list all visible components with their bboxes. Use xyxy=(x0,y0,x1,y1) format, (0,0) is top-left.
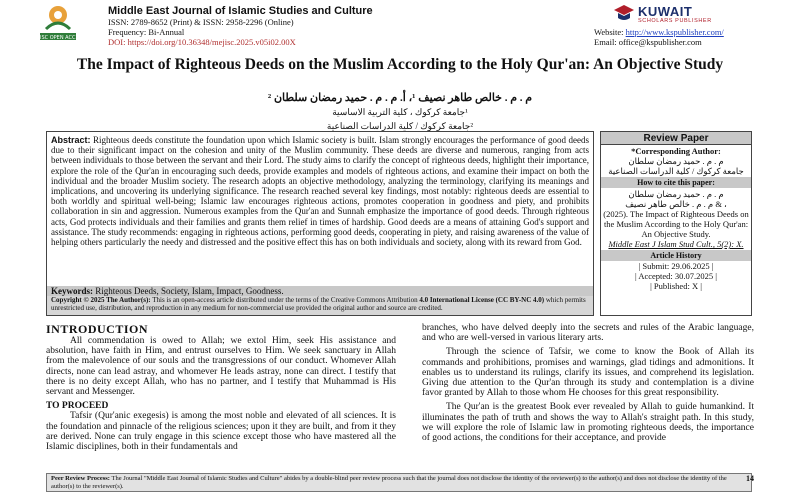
abstract-label: Abstract: xyxy=(51,135,91,145)
corresponding-author xyxy=(601,145,751,177)
journal-logo xyxy=(31,3,85,43)
cite-author-2: ، & م . م . خالص طاهر نصيف xyxy=(625,199,727,209)
copyright-label: Copyright © 2025 The Author(s): xyxy=(51,296,151,304)
email-link[interactable]: office@kspublisher.com xyxy=(618,37,702,47)
affiliation-2: ²جامعة كركوك / كلية الدراسات الصناعية xyxy=(326,121,474,131)
cite-heading: How to cite this paper: xyxy=(601,177,751,188)
publisher-logo-text: KUWAIT xyxy=(638,4,693,19)
copyright-bar xyxy=(46,296,594,316)
abstract-box xyxy=(46,131,594,287)
issn: ISSN: 2789-8652 (Print) & ISSN: 2958-2296 (Online) xyxy=(108,17,294,27)
paper-title: The Impact of Righteous Deeds on the Muslim According to the Holy Qur'an: An Objective Study xyxy=(76,56,724,73)
article-history-heading: Article History xyxy=(601,250,751,261)
peer-review-label: Peer Review Process: xyxy=(51,475,110,482)
keywords-label: Keywords: xyxy=(51,286,93,296)
to-proceed-heading: TO PROCEED xyxy=(46,401,109,412)
journal-logo-text: MEJISC OPEN ACCESS xyxy=(31,35,85,41)
journal-title: Middle East Journal of Islamic Studies and Culture xyxy=(108,5,373,17)
website-link[interactable]: http://www.kspublisher.com/ xyxy=(625,27,724,37)
intro-paragraph-2: Tafsir (Qur'anic exegesis) is among the most noble and elevated of all sciences. It is the foundation and pinnacle of the religious sciences; upon it they are built, and from it they are derived. None can truly engage in this science except those who have mastered all the Islamic disciplines, both in their fundamentals and xyxy=(46,411,396,453)
corresponding-name: م . م . حميد رمضان سلطان xyxy=(628,156,724,166)
published-date: | Published: X | xyxy=(650,281,702,291)
abstract-text: Righteous deeds constitute the foundation upon which Islamic society is built. Islam strongly encourages the performance of good deeds due to their significant impact on the cohesion and unity of the Muslim community. These deeds are diverse and numerous, ranging from acts between individuals to those between the servant and their Lord. The study aims to clarify the concept of righteous deeds, highlight their importance, explore the role of the Qur'an in encouraging such deeds, provide examples and models of righteous actions, and examine their impact on both the individual and the broader Muslim society. The research adopts an objective methodology, analyzing the terminology, clarifying its meanings and implications, and uncovering its underlying significance. The research reached several key findings, most notably: righteous deeds are essential to both worldly and spiritual well-being; Islamic law encourages righteous actions, promotes cooperation in goodness and piety, and prohibits collaboration in sin and aggression. Numerous examples from the Qur'an and Sunnah emphasize the importance of good deeds. Through righteous acts, God protects individuals and their families and grants them relief in times of hardship. Good deeds are a means of attaining God's support and assistance. The study recommends: engaging in righteous actions, performing good deeds, cooperating in piety, and raising awareness of the value of helping others particularly the needy and distressed and the positive effect this has on both individuals and society, along with its reward from God. xyxy=(51,135,590,248)
frequency: Frequency: Bi-Annual xyxy=(108,27,185,37)
peer-review-footer xyxy=(46,473,752,492)
citation xyxy=(601,188,751,250)
copyright-text: This is an open-access article distributed under the terms of the Creative Commons Attribution xyxy=(152,296,418,304)
doi-link[interactable]: DOI: https://doi.org/10.36348/mejisc.2025.v05i02.00X xyxy=(108,37,296,47)
accepted-date: | Accepted: 30.07.2025 | xyxy=(634,271,717,281)
website-label: Website: xyxy=(594,27,624,37)
journal-header xyxy=(0,0,800,50)
publisher-logo xyxy=(612,2,722,28)
corresponding-label: *Corresponding Author: xyxy=(631,146,721,156)
page-number: 14 xyxy=(746,474,754,483)
cite-author-1: م . م . حميد رمضان سلطان xyxy=(628,189,724,199)
introduction-heading: INTRODUCTION xyxy=(46,322,149,336)
right-column xyxy=(422,323,754,447)
publisher-contact xyxy=(594,27,724,47)
submit-date: | Submit: 29.06.2025 | xyxy=(638,261,714,271)
right-paragraph-2: Through the science of Tafsir, we come to know the Book of Allah its commands and prohibitions, promises and warnings, glad tidings and admonitions. It enables us to understand its rulings, clarify its issues, and comprehend its legislation. Giving due attention to the Qur'an through its study and contemplation is a divine favor granted by Allah to those whom He chooses for this great responsibility. xyxy=(422,347,754,399)
corresponding-affil: جامعة كركوك / كلية الدراسات الصناعية xyxy=(608,166,744,176)
email-label: Email: xyxy=(594,37,617,47)
license-link[interactable]: 4.0 International License (CC BY-NC 4.0) xyxy=(419,296,545,304)
cite-journal: Middle East J Islam Stud Cult., 5(2): X. xyxy=(608,239,744,249)
right-paragraph-3: The Qur'an is the greatest Book ever revealed by Allah to guide humankind. It illuminates the path of truth and shows the way to Allah's straight path. In this study, we will explore the role of Islamic law in promoting righteous deeds, the importance of good actions, the conditions for their acceptance, and provide xyxy=(422,402,754,444)
publisher-logo-sub: SCHOLARS PUBLISHER xyxy=(638,18,712,24)
intro-paragraph-1: All commendation is owed to Allah; we extol Him, seek His assistance and absolution, have faith in Him, and entrust ourselves to Him. We seek sanctuary in Allah from the malevolence of our souls and the transgressions of our conduct. Whomever Allah directs, none can lead astray, and whomever He leads astray, none can direct. I testify that there is no deity except Allah, who has no partner, and I testify that Muhammad is His servant and Messenger. xyxy=(46,336,396,398)
left-column xyxy=(46,323,396,456)
affiliation-1: ¹جامعة كركوك ، كلية التربية الاساسية xyxy=(332,107,468,117)
article-info-sidebar xyxy=(600,131,752,316)
journal-info xyxy=(108,5,373,47)
right-paragraph-1: branches, who have delved deeply into the secrets and rules of the Arabic language, and who are well-versed in various literary arts. xyxy=(422,323,754,344)
copyright-rest: which permits unrestricted use, distribution, and reproduction in any medium for non-commercial use provided the original author and source are credited. xyxy=(51,296,586,312)
cite-text: (2025). The Impact of Righteous Deeds on the Muslim According to the Holy Qur'an: An Objective Study. xyxy=(603,209,749,239)
keywords-bar xyxy=(46,286,594,296)
peer-review-text: The Journal "Middle East Journal of Islamic Studies and Culture" abides by a double-blind peer review process such that the journal does not disclose the identity of the reviewer(s) to the author(s) and does not disclose the identity of the author(s) to the reviewer(s). xyxy=(51,475,727,490)
keywords-text: Righteous Deeds, Society, Islam, Impact, Goodness. xyxy=(95,286,284,296)
authors: م . م . خالص طاهر نصيف ¹، أ. م . م . حميد رمضان سلطان ² xyxy=(267,92,533,104)
review-paper-heading: Review Paper xyxy=(601,132,751,145)
